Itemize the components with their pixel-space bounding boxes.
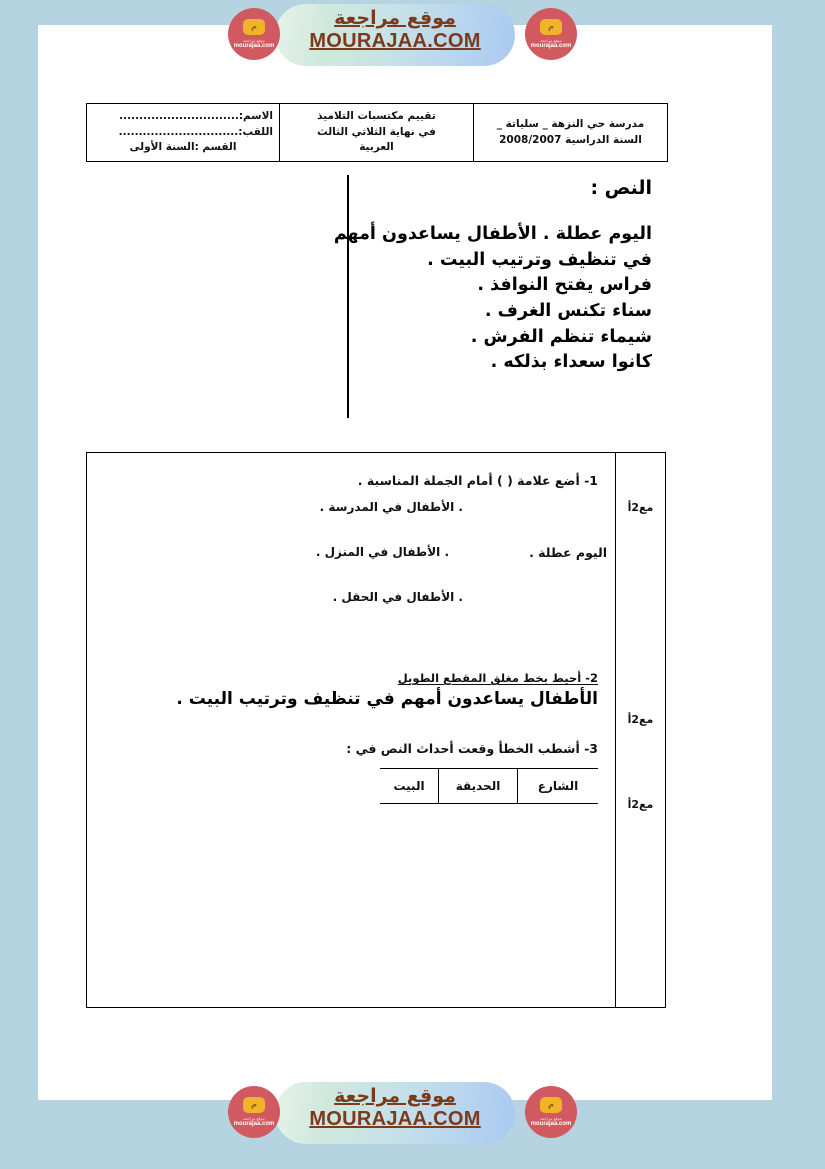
header-cell-pupil bbox=[87, 104, 279, 161]
logo-badge-icon: م bbox=[540, 19, 562, 35]
logo-badge-icon: م bbox=[243, 1097, 265, 1113]
question-1-option[interactable]: . الأطفال في المدرسة . bbox=[319, 500, 463, 514]
logo-arabic-subtext: موقع مراجعة bbox=[540, 1115, 562, 1121]
question-3-choice-table bbox=[380, 768, 598, 804]
watermark-banner-top bbox=[228, 2, 572, 68]
banner-arabic-title: موقع مراجعة bbox=[334, 7, 456, 29]
question-2 bbox=[87, 671, 615, 709]
header-cell-school bbox=[473, 104, 667, 161]
logo-arabic-subtext: موقع مراجعة bbox=[540, 37, 562, 43]
pupil-surname-field[interactable]: اللقب:.............................. bbox=[118, 125, 273, 138]
logo-latin-subtext: mourajaa.com bbox=[233, 1120, 275, 1127]
logo-arabic-subtext: موقع مراجعة bbox=[243, 37, 265, 43]
assessment-line-1: تقييم مكتسبات التلاميذ bbox=[317, 109, 436, 122]
mourajaa-logo-icon-secondary bbox=[525, 1086, 577, 1138]
banner-text-group bbox=[275, 1084, 515, 1130]
exam-header-table bbox=[86, 103, 668, 162]
question-1-option[interactable]: . الأطفال في الحقل . bbox=[332, 590, 463, 604]
banner-arabic-title: موقع مراجعة bbox=[334, 1085, 456, 1107]
reading-text-line: في تنظيف وترتيب البيت . bbox=[427, 249, 652, 270]
logo-badge-icon: م bbox=[540, 1097, 562, 1113]
school-year bbox=[480, 133, 661, 149]
banner-domain-link[interactable]: MOURAJAA.COM bbox=[309, 1107, 481, 1130]
assessment-line-2: في نهاية الثلاثي الثالث bbox=[317, 125, 436, 138]
mourajaa-logo-icon bbox=[228, 8, 280, 60]
banner-text-group bbox=[275, 6, 515, 52]
question-1-options bbox=[87, 500, 615, 610]
questions-body bbox=[87, 453, 615, 1007]
question-3 bbox=[87, 741, 615, 804]
pupil-class-field: القسم :السنة الأولى bbox=[129, 141, 237, 154]
logo-latin-subtext: mourajaa.com bbox=[233, 42, 275, 49]
logo-arabic-subtext: موقع مراجعة bbox=[243, 1115, 265, 1121]
question-3-choice[interactable]: الحديقة bbox=[438, 769, 518, 803]
school-name: مدرسة حي النزهة _ سلياتة _ bbox=[496, 117, 645, 130]
pupil-name-field[interactable]: الاسم:.............................. bbox=[119, 109, 273, 122]
header-cell-assessment bbox=[279, 104, 473, 161]
question-1-stem: اليوم عطلة . bbox=[529, 545, 607, 560]
reading-text-block bbox=[333, 175, 674, 418]
reading-text-line: فراس يفتح النوافذ . bbox=[477, 275, 652, 296]
question-2-prompt: 2- أحيط بخط مغلق المقطع الطويل bbox=[397, 671, 598, 685]
question-3-prompt: 3- أشطب الخطأ وقعت أحداث النص في : bbox=[346, 741, 598, 756]
logo-badge-icon: م bbox=[243, 19, 265, 35]
question-3-choice[interactable]: البيت bbox=[393, 779, 425, 793]
question-2-sentence[interactable]: الأطفال يساعدون أمهم في تنظيف وترتيب البيت . bbox=[176, 689, 598, 709]
watermark-banner-bottom bbox=[228, 1080, 572, 1146]
question-1-prompt: 1- أضع علامة ( ) أمام الجملة المناسبة . bbox=[357, 473, 598, 488]
question-1 bbox=[87, 473, 615, 610]
reading-text-line: كانوا سعداء بذلكه . bbox=[490, 352, 652, 373]
reading-text-line: سناء تكنس الغرف . bbox=[484, 300, 652, 321]
mourajaa-logo-icon-secondary bbox=[525, 8, 577, 60]
questions-table bbox=[86, 452, 666, 1008]
school-year-value: 2008/2007 bbox=[499, 133, 562, 146]
mark-label-q3: مع2أ bbox=[627, 798, 654, 811]
reading-text-line: شيماء تنظم الفرش . bbox=[470, 326, 652, 347]
question-3-choice[interactable]: الشارع bbox=[537, 779, 579, 793]
mourajaa-logo-icon bbox=[228, 1086, 280, 1138]
school-year-label: السنة الدراسية bbox=[565, 133, 642, 146]
question-1-option[interactable]: . الأطفال في المنزل . bbox=[315, 545, 449, 559]
reading-text-body bbox=[333, 200, 674, 376]
reading-text-line: اليوم عطلة . الأطفال يساعدون أمهم bbox=[333, 223, 652, 244]
banner-domain-link[interactable]: MOURAJAA.COM bbox=[309, 29, 481, 52]
assessment-subject: العربية bbox=[359, 141, 394, 154]
mark-label-q1: مع2أ bbox=[627, 501, 654, 514]
logo-latin-subtext: mourajaa.com bbox=[530, 42, 572, 49]
logo-latin-subtext: mourajaa.com bbox=[530, 1120, 572, 1127]
marks-column bbox=[615, 453, 665, 1007]
mark-label-q2: مع2أ bbox=[627, 713, 654, 726]
reading-text-title: النص : bbox=[590, 177, 652, 199]
